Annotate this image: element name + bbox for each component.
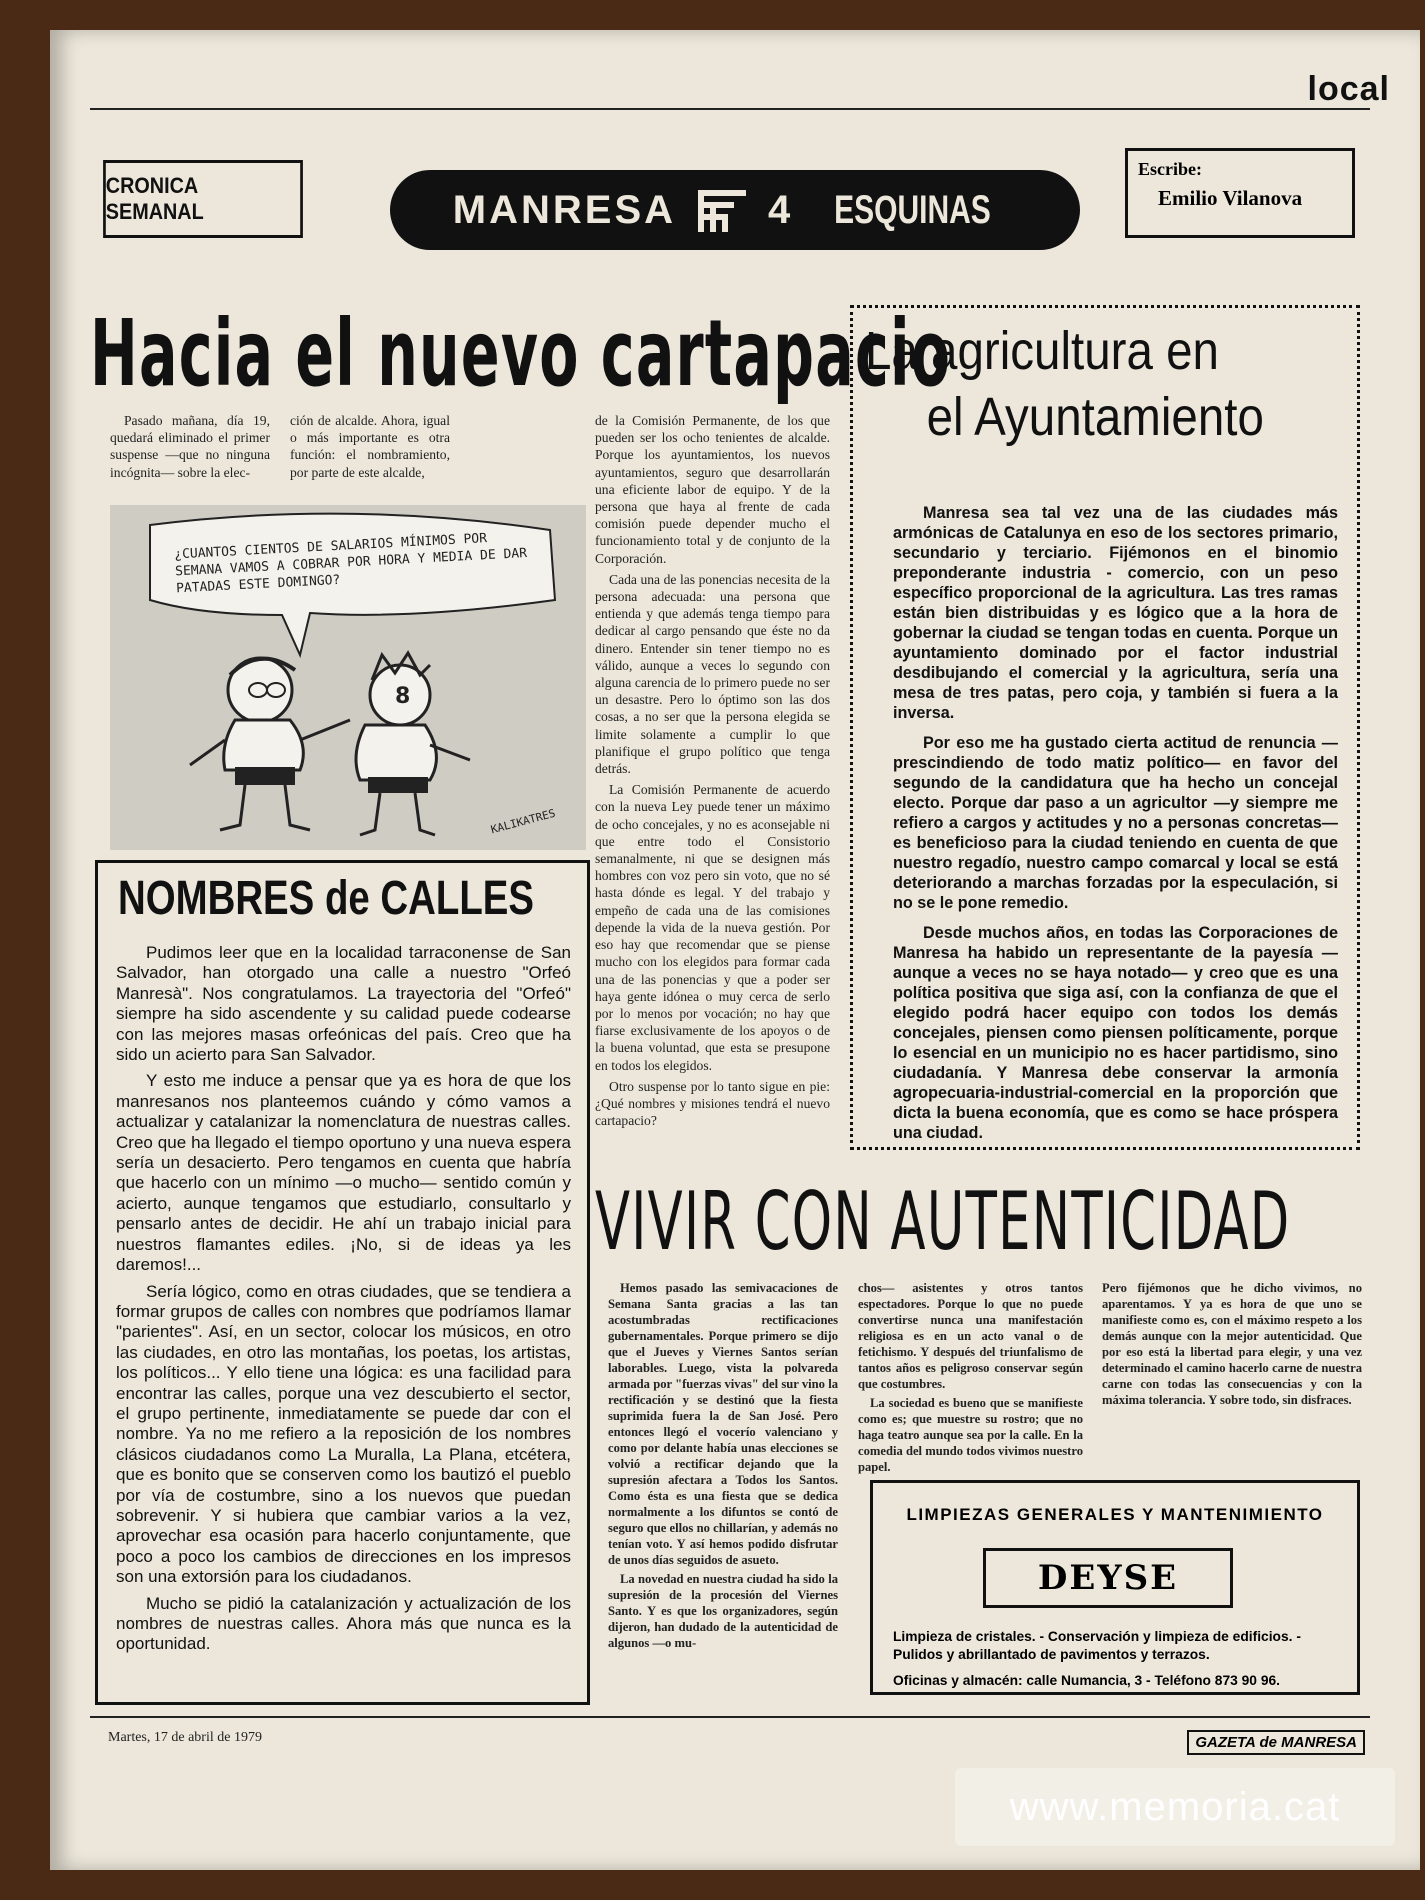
agricultura-box xyxy=(850,305,1360,1150)
paragraph: Por eso me ha gustado cierta actitud de renuncia —prescindiendo de todo matiz político— en favor del segundo de la candidatura que ha hecho un concejal electo. Porque dar paso a un agricultor —y siempre me refiero a cargos y actitudes y no a personas concretas— es beneficioso para la ciudad teniendo en cuenta de que nuestro regadío, nuestro campo comarcal y local se está deteriorando a marchas forzadas por la especulación, si no se le pone remedio. xyxy=(893,734,1338,912)
agricultura-title-line-1: La agricultura en xyxy=(865,321,1219,381)
masthead-word: ESQUINAS xyxy=(834,187,992,232)
newspaper-page xyxy=(50,30,1420,1870)
cartoon-illustration xyxy=(110,505,586,850)
cartoon-signature: KALIKATRES xyxy=(489,806,557,837)
deyse-logo: DEYSE xyxy=(983,1548,1233,1608)
agricultura-title xyxy=(865,318,1287,450)
cartapacio-col-1 xyxy=(110,412,270,485)
cartoon-speech: ¿CUANTOS CIENTOS DE SALARIOS MÍNIMOS POR SEMANA VAMOS A COBRAR POR HORA Y MEDIA DE DAR PATADAS ESTE DOMINGO? xyxy=(173,531,528,597)
four-corners-icon xyxy=(694,182,750,238)
headline-vivir: VIVIR CON AUTENTICIDAD xyxy=(595,1175,1291,1268)
agricultura-body xyxy=(893,503,1338,1153)
masthead xyxy=(390,170,1080,250)
paragraph: Hemos pasado las semivacaciones de Semana Santa gracias a las tan acostumbradas rectificaciones gubernamentales. Porque primero se dijo que el Jueves y Viernes Santos serían laborables. Luego, vista la polvareda armada por "fuerzas vivas" del sur vino la rectificación y se destinó que la fiesta suprimida fuera la de San José. Pero entonces llegó el vocerío valenciano y como por delante había unas elecciones se volvió a rectificar dejando que la supresión afectara a Todos los Santos. Como ésta es una fiesta que se dedica normalmente a los difuntos se contó de seguro que ellos no chillarían, y además no tenían voto. Y así hemos podido disfrutar de unos días seguidos de asueto. xyxy=(608,1281,838,1567)
gazeta-logo: GAZETA de MANRESA xyxy=(1187,1730,1365,1755)
paragraph: de la Comisión Permanente, de los que pueden ser los ocho tenientes de alcalde. Porque los ayuntamientos, los nuevos ayuntamientos, seguro que desarrollarán una eficiente labor de equipo. Y de la persona que haya al frente de cada comisión puede depender mucho el funcionamiento total y de conjunto de la Corporación. xyxy=(595,413,830,566)
watermark: www.memoria.cat xyxy=(955,1768,1395,1846)
paragraph: Cada una de las ponencias necesita de la persona adecuada: una persona que entienda y que además tenga tiempo para dedicar al cargo pensando que éste no da dinero. Entender sin tener tiempo no es válido, aunque a veces lo segundo con alguna carencia de lo primero puede no ser un desastre. Pero lo óptimo son las dos cosas, a no ser que la persona elegida se limite solamente a cumplir lo que planifique el grupo político que tenga detrás. xyxy=(595,571,830,777)
footer-date: Martes, 17 de abril de 1979 xyxy=(108,1730,262,1745)
vivir-col-2 xyxy=(858,1280,1083,1478)
agricultura-title-line-2: el Ayuntamiento xyxy=(926,387,1264,447)
deyse-advertisement xyxy=(870,1480,1360,1695)
masthead-number: 4 xyxy=(768,187,791,232)
paragraph: Pero fijémonos que he dicho vivimos, no aparentamos. Y ya es hora de que uno se manifieste como es, con el máximo respeto a los demás aunque con la mejor autenticidad. Que por eso está la libertad para elegir, y una vez determinado el camino hacerlo carne de nuestra carne con todas las consecuencias y con la máxima tolerancia. Y sobre todo, sin disfraces. xyxy=(1102,1281,1362,1407)
headline-cartapacio: Hacia el nuevo cartapacio xyxy=(90,300,952,407)
ad-headline: LIMPIEZAS GENERALES Y MANTENIMIENTO xyxy=(906,1505,1324,1524)
ad-text xyxy=(893,1628,1348,1690)
cronica-semanal-box: CRONICA SEMANAL xyxy=(103,160,303,238)
paragraph: Pudimos leer que en la localidad tarraconense de San Salvador, han otorgado una calle a nuestro "Orfeó Manresà". Nos congratulamos. La trayectoria del "Orfeó" siempre ha sido ascendente y su calidad puede codearse con las mejores masas orfeónicas del país. Creo que ha sido un acierto para San Salvador. xyxy=(116,943,571,1065)
paragraph: La novedad en nuestra ciudad ha sido la supresión de la procesión del Viernes Santo. Y es que los organizadores, según dijeron, han dudado de la autenticidad de algunos —o mu- xyxy=(608,1572,838,1650)
top-rule xyxy=(90,108,1370,110)
nombres-title: NOMBRES de CALLES xyxy=(118,872,535,925)
byline-author: Emilio Vilanova xyxy=(1158,186,1303,210)
cartapacio-col-3 xyxy=(595,412,830,1133)
paragraph: Desde muchos años, en todas las Corporaciones de Manresa ha habido un representante de la payesía —aunque a veces no se haya notado— y creo que es una política positiva que siga así, con la confianza de que el elegido podrá hacer equipo con todos los demás concejales, piensen como piensen políticamente, porque lo esencial en un municipio no es hacer partidismo, sino ciudadanía. Y Manresa debe conservar la armonía agropecuaria-industrial-comercial en la proporción que dicta la buena economía, que es como se hace próspera una ciudad. xyxy=(893,924,1338,1142)
bottom-rule xyxy=(90,1716,1370,1718)
section-label: local xyxy=(1307,70,1390,108)
nombres-body xyxy=(116,943,571,1661)
vivir-col-3 xyxy=(1102,1280,1362,1411)
masthead-city: MANRESA xyxy=(452,187,677,232)
paragraph: Manresa sea tal vez una de las ciudades más armónicas de Catalunya en eso de los sectores primario, secundario y terciario. Fijémonos en el binomio preponderante industria - comercio, con un peso específico proporcional de la agricultura. Las tres ramas están bien distribuidas y es lógico que a la hora de gobernar la ciudad se tengan todas en cuenta. Porque un ayuntamiento dominado por el factor industrial desdibujando el comercial y la agricultura, sería una mesa de tres patas, pero coja, y también si fuera a la inversa. xyxy=(893,504,1338,722)
paragraph: Sería lógico, como en otras ciudades, que se tendiera a formar grupos de calles con nombres que podríamos llamar "parientes". Así, en un sector, colocar los músicos, en otro las ciudades, en otro las montañas, los poetas, los artistas, los políticos... Y ello tiene una lógica: es una facilidad para encontrar las calles, porque una vez descubierto el sector, el grupo pertinente, inmediatamente se puede dar con el nombre. Ya no me refiero a la reposición de los nombres clásicos ciudadanos como La Muralla, La Plana, etcétera, que es bonito que se conserven como los bautizó el pueblo por vía de costumbre, sino a los nuevos que puedan sobrevenir. Y si hubiera que cambiar varios a la vez, aprovechar esa ocasión para hacerlo conjuntamente, que poco a poco los cambios de direcciones en los impresos son una extorsión para los ciudadanos. xyxy=(116,1281,571,1587)
paragraph: La Comisión Permanente de acuerdo con la nueva Ley puede tener un máximo de ocho concejales, y no es aconsejable ni que entre todo el Consistorio semanalmente, ni que se designen más hombres con voz pero sin voto, que no sé hasta dónde es legal. Y del trabajo y empeño de cada una de las comisiones depende la vida de la nueva gestión. Por eso hay que recomendar que se piense mucho con los elegidos para formar cada una de las ponencias y que a poder ser haya gente idónea o muy cerca de serlo por lo menos por vocación; no hay que fiarse exclusivamente de los apoyos o de la buena voluntad, que esta se presupone en todos los elegidos. xyxy=(595,782,830,1073)
paragraph: Otro suspense por lo tanto sigue en pie: ¿Qué nombres y misiones tendrá el nuevo cartapacio? xyxy=(595,1078,830,1129)
cartapacio-col-2 xyxy=(290,412,450,485)
ad-services: Limpieza de cristales. - Conservación y limpieza de edificios. - Pulidos y abrillantado de pavimentos y terrazos. xyxy=(893,1629,1301,1662)
paragraph: ción de alcalde. Ahora, igual o más importante es otra función: el nombramiento, por parte de este alcalde, xyxy=(290,413,450,480)
paragraph: Mucho se pidió la catalanización y actualización de los nombres de nuestras calles. Ahora más que nunca es la oportunidad. xyxy=(116,1593,571,1654)
paragraph: La sociedad es bueno que se manifieste como es; que muestre su rostro; que no haga teatro aunque sea por la calle. En la comedia del mundo todos vivimos nuestro papel. xyxy=(858,1396,1083,1474)
paragraph: Y esto me induce a pensar que ya es hora de que los manresanos nos planteemos cuándo y cómo vamos a actualizar y catalanizar la nomenclatura de nuestras calles. Creo que ha llegado el tiempo oportuno y una nueva espera sería un desacierto. Pero tengamos en cuenta que habría que hacerlo con un mínimo —o mucho— sentido común y acierto, aunque tengamos que estudiarlo, consultarlo y pensarlo antes de decidir. He ahí un trabajo inicial para nuestros flamantes ediles. ¡No, si de ideas ya les daremos!... xyxy=(116,1071,571,1275)
paragraph: Pasado mañana, día 19, quedará eliminado el primer suspense —que no ninguna incógnita— sobre la elec- xyxy=(110,413,270,480)
paragraph: chos— asistentes y otros tantos espectadores. Porque lo que no puede convertirse nunca una manifestación religiosa es en un acto vanal o de fetichismo. Y después del triunfalismo de tantos años es peligroso conservar según que costumbres. xyxy=(858,1281,1083,1391)
vivir-col-1 xyxy=(608,1280,838,1654)
byline-label: Escribe: xyxy=(1138,159,1202,179)
svg-text:8: 8 xyxy=(395,684,411,709)
byline-box xyxy=(1125,148,1355,238)
ad-address: Oficinas y almacén: calle Numancia, 3 - Teléfono 873 90 96. xyxy=(893,1673,1280,1688)
nombres-de-calles-box xyxy=(95,860,590,1705)
